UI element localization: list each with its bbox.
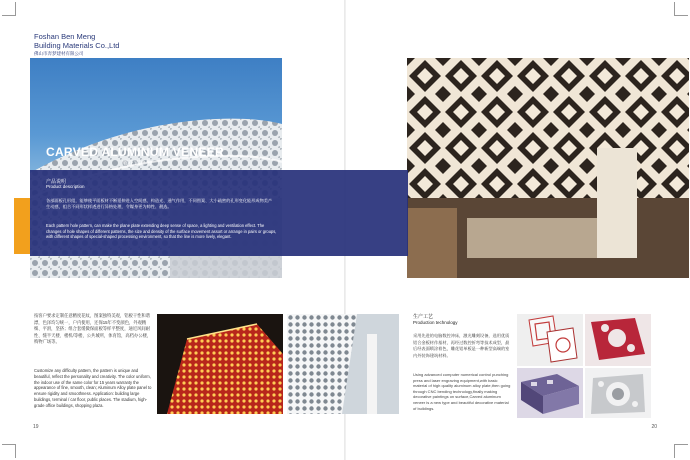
crop-mark [2, 2, 16, 16]
technology-heading-cn: 生产工艺 [413, 314, 434, 320]
product-title-cn: 雕花铝单板 [122, 161, 153, 167]
body-text-cn: 按客户要求定制任意精度花纹，图案独特美观，铝板干性和谐漂，色泽均匀统一，户内使用，还保15年不变颜色，外观精细、平滑，坚挤；组合套缓微保面板等样平整度，通近风间耐性、缝半天楼、楼机/等楼，公共城所，体育馆，高档办公楼，购物广场等。 [34, 313, 152, 345]
white-facade-photo [287, 314, 399, 414]
page-number-left: 19 [33, 424, 39, 430]
page-number-right: 20 [651, 424, 657, 430]
company-name-en-line1: Foshan Ben Meng [34, 32, 96, 41]
panel-sample-white [517, 314, 583, 366]
crop-mark [2, 444, 16, 458]
company-name-cn: 佛山市奔梦建材有限公司 [34, 51, 84, 56]
technology-text-cn: 采用先进的电脑数控冲床，激光雕刻设备，选用优质铝合金板材作基材，再经过数控折弯等技术成型，最后经表面喷涂着色，雕花铝单板是一种新型高端的室内外装饰建筑材料。 [413, 333, 510, 358]
body-text-en: Customize any difficulty pattern, the pattern is unique and beautiful, reflect the personality and creativity. The color uniform, the indoor use of the same color for 15 years warranty the appearance of fine, smooth, clean; Aluminum Alloy plate panel to ensure rigidity and smoothness. Application: building large buildings, terminal / car floor, public places. The stadium, high-grade office buildings, shopping plaza. [34, 368, 152, 408]
product-title-en: CARVED ALUMINUM VENEER [46, 145, 224, 159]
company-logo [34, 32, 119, 57]
description-heading-cn: 产品说明 [46, 179, 67, 185]
panel-sample-purple [517, 368, 583, 418]
company-name-en-line2: Building Materials Co.,Ltd [34, 41, 120, 50]
panel-sample-silver [585, 368, 651, 418]
crop-mark [674, 444, 688, 458]
description-text-en: Each pattern hole pattern, can make the plane plate extending deep sense of space, a lighting and ventilation effect. The changes of hole shapes of different patterns, the size and density of the surface movement assort or arrange in pairs or groups, with different shapes of special-shaped processing environment, so that the line is more lively, elegant. [46, 223, 277, 240]
technology-heading-en: Production technology [413, 320, 458, 325]
crop-mark [674, 2, 688, 16]
red-facade-night-photo [157, 314, 283, 414]
technology-text-en: Using advanced computer numerical control punching press and laser engraving equipment,with basic material of high quality aluminum alloy plate,then going through CNC bending technology,finally making decorative paintings on surface,Carved aluminum veneer is a new type and beautiful decorative material of buildings. [413, 372, 511, 411]
ceiling-interior-photo [407, 58, 689, 278]
description-text-cn: 各部面板孔形组，能够使平面板材不断延伸进入空间感，构造光、通气作用，不同图案、大小疏密的孔形变化能形成物美产生动感，组合不同形状样透进行异格处理，令媒身更为帅性、靓选。 [46, 198, 273, 209]
description-heading-en: Product description [46, 184, 85, 189]
panel-sample-red [585, 314, 651, 366]
description-panel [30, 170, 408, 256]
accent-bar [14, 198, 30, 254]
